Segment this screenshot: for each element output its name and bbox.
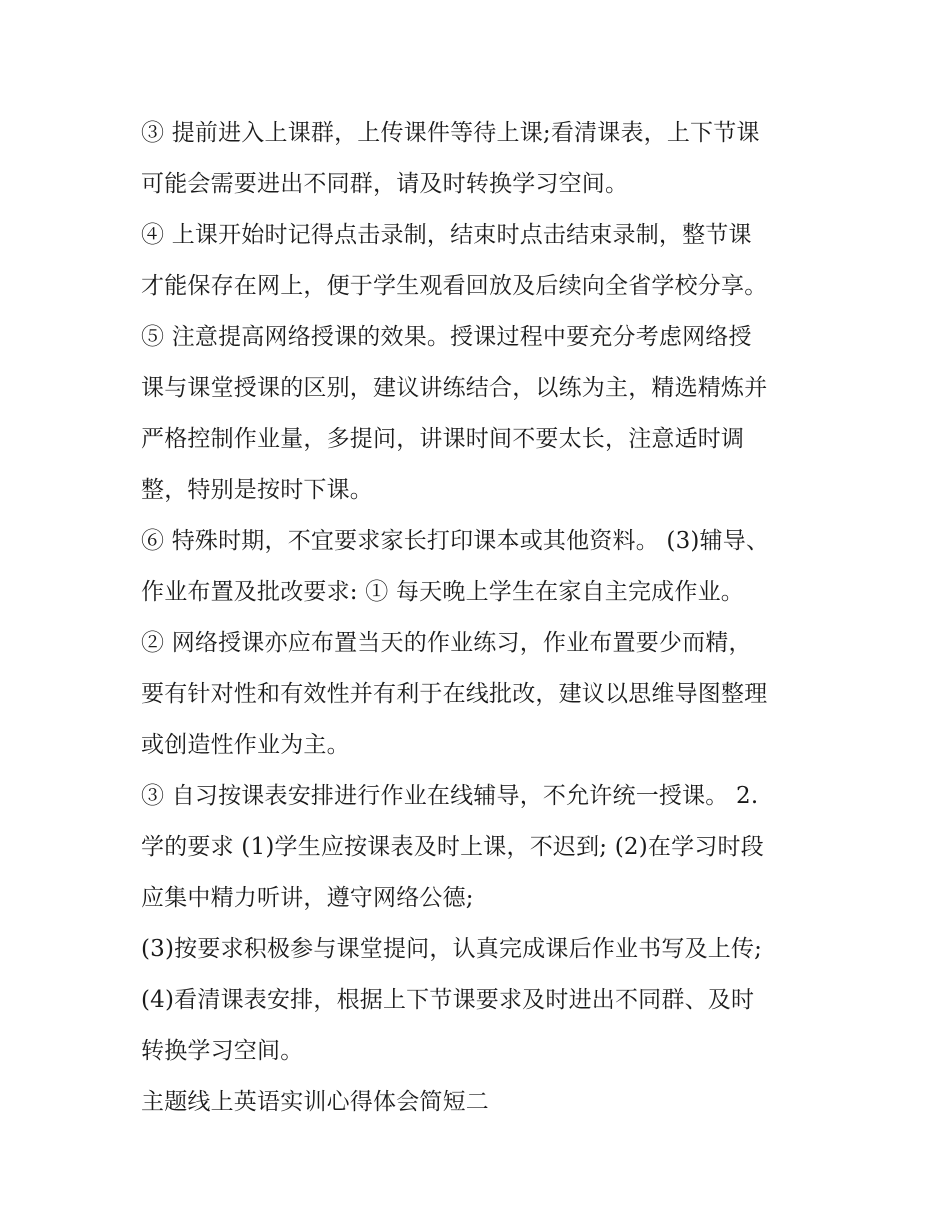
text-line: 应集中精力听讲，遵守网络公德; (141, 885, 474, 911)
text-line: 严格控制作业量，多提问，讲课时间不要太长，注意适时调 (141, 426, 745, 452)
text-line: 作业布置及批改要求: ① 每天晚上学生在家自主完成作业。 (141, 579, 744, 605)
text-line: ③ 提前进入上课群，上传课件等待上课;看清课表，上下节课 (141, 120, 760, 146)
text-line: 转换学习空间。 (141, 1038, 304, 1064)
text-line: 或创造性作业为主。 (141, 732, 350, 758)
text-line: 要有针对性和有效性并有利于在线批改，建议以思维导图整理 (141, 681, 768, 707)
text-line: ⑥ 特殊时期，不宜要求家长打印课本或其他资料。 (3)辅导、 (141, 528, 770, 554)
text-line: ③ 自习按课表安排进行作业在线辅导，不允许统一授课。 2. (141, 783, 759, 809)
text-line: (3)按要求积极参与课堂提问，认真完成课后作业书写及上传; (141, 936, 763, 962)
text-line: 学的要求 (1)学生应按课表及时上课，不迟到; (2)在学习时段 (141, 834, 764, 860)
text-line: (4)看清课表安排，根据上下节课要求及时进出不同群、及时 (141, 987, 755, 1013)
document-body (141, 108, 831, 1128)
text-line: ② 网络授课亦应布置当天的作业练习，作业布置要少而精， (141, 630, 752, 656)
section-heading: 主题线上英语实训心得体会简短二 (141, 1089, 489, 1115)
text-line: 可能会需要进出不同群，请及时转换学习空间。 (141, 171, 629, 197)
text-line: ⑤ 注意提高网络授课的效果。授课过程中要充分考虑网络授 (141, 324, 752, 350)
text-line: 整，特别是按时下课。 (141, 477, 373, 503)
text-line: ④ 上课开始时记得点击录制，结束时点击结束录制，整节课 (141, 222, 752, 248)
text-line: 才能保存在网上，便于学生观看回放及后续向全省学校分享。 (141, 273, 768, 299)
text-line: 课与课堂授课的区别，建议讲练结合，以练为主，精选精炼并 (141, 375, 768, 401)
